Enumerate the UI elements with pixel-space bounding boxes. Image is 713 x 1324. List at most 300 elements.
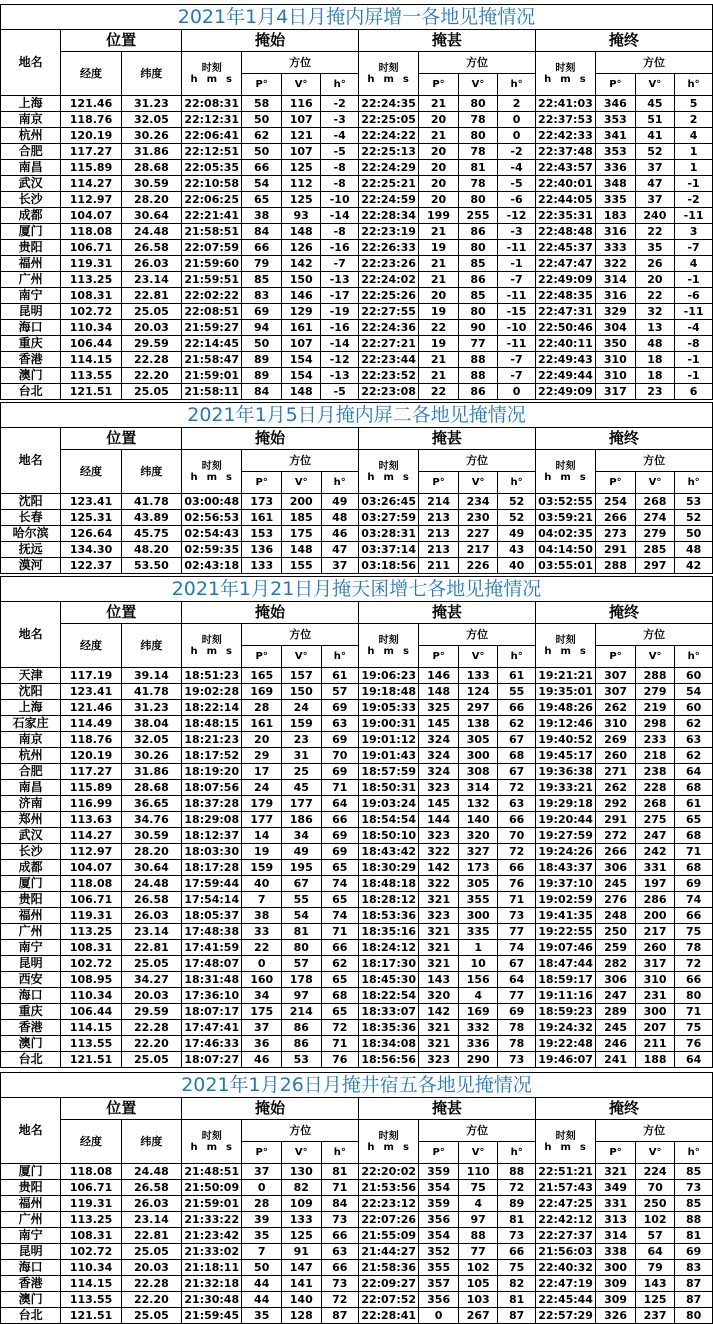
data-cell: 88 [458, 1228, 498, 1244]
data-cell: 63 [321, 1244, 358, 1260]
data-cell: 22.81 [121, 940, 181, 956]
data-cell: 310 [596, 352, 636, 368]
data-cell: 22:20:02 [359, 1164, 419, 1180]
end-header: 掩终 [535, 428, 712, 450]
data-cell: 354 [419, 1228, 459, 1244]
data-cell: 19:07:46 [535, 940, 595, 956]
data-cell: 22:14:45 [182, 336, 242, 352]
data-cell: 141 [281, 1276, 321, 1292]
data-cell: 64 [675, 1052, 713, 1068]
data-cell: 306 [596, 860, 636, 876]
table-row [1, 494, 713, 510]
data-cell: 349 [596, 1180, 636, 1196]
data-cell: -5 [321, 144, 358, 160]
data-cell: 348 [596, 176, 636, 192]
data-cell: 82 [498, 1276, 535, 1292]
data-cell: 18:22:54 [359, 988, 419, 1004]
data-cell: 14 [242, 828, 282, 844]
time-label: 时刻 [555, 1130, 576, 1142]
data-cell: 18 [635, 352, 675, 368]
data-cell: 21:44:27 [359, 1244, 419, 1260]
data-cell: 231 [635, 988, 675, 1004]
angle-header-p: P° [242, 646, 282, 668]
place-header: 地名 [1, 1098, 61, 1164]
data-cell: 153 [242, 526, 282, 542]
direction-header: 方位 [242, 624, 359, 646]
data-cell: 177 [242, 812, 282, 828]
place-name-cell: 昆明 [1, 304, 61, 320]
data-cell: 356 [419, 1212, 459, 1228]
latitude-header: 纬度 [121, 624, 181, 668]
data-cell: 23 [281, 732, 321, 748]
angle-header-h: h° [321, 472, 358, 494]
data-cell: 113.25 [61, 1212, 121, 1228]
data-cell: 114.15 [61, 1020, 121, 1036]
data-cell: 03:26:45 [358, 494, 418, 510]
table-row [1, 144, 713, 160]
data-cell: 118.76 [61, 732, 121, 748]
data-cell: 331 [635, 860, 675, 876]
data-cell: 22:35:31 [535, 208, 595, 224]
header-row-1 [1, 602, 713, 624]
data-cell: 314 [596, 1228, 636, 1244]
data-cell: 121.51 [61, 1052, 121, 1068]
data-cell: 71 [321, 780, 358, 796]
data-cell: 76 [321, 1052, 358, 1068]
table-row [1, 1260, 713, 1276]
data-cell: 28 [242, 1196, 282, 1212]
data-cell: 19:24:26 [535, 844, 595, 860]
table-row [1, 256, 713, 272]
data-cell: 247 [596, 988, 636, 1004]
data-cell: 22:48:48 [535, 224, 595, 240]
data-cell: 22:40:11 [535, 336, 595, 352]
data-cell: 19:22:55 [535, 924, 595, 940]
data-cell: 50 [242, 112, 282, 128]
data-cell: 355 [458, 892, 498, 908]
place-name-cell: 厦门 [1, 224, 61, 240]
table-row [1, 352, 713, 368]
data-cell: 259 [596, 940, 636, 956]
place-name-cell: 杭州 [1, 748, 61, 764]
data-cell: 179 [242, 796, 282, 812]
data-cell: 23.14 [121, 1212, 181, 1228]
place-name-cell: 重庆 [1, 1004, 61, 1020]
data-cell: 35 [242, 1308, 282, 1324]
data-cell: 323 [419, 908, 459, 924]
data-cell: 34.76 [121, 812, 181, 828]
hms-unit-m: m [206, 1141, 219, 1153]
data-cell: -2 [675, 192, 713, 208]
table-row [1, 1164, 713, 1180]
data-cell: 324 [419, 764, 459, 780]
data-cell: 73 [675, 1180, 713, 1196]
data-cell: 116.99 [61, 796, 121, 812]
data-cell: 04:14:50 [535, 542, 595, 558]
data-cell: 18:48:15 [182, 716, 242, 732]
data-cell: 20 [419, 144, 459, 160]
data-cell: 21:55:09 [359, 1228, 419, 1244]
data-cell: 154 [281, 368, 321, 384]
data-cell: 28.68 [121, 780, 181, 796]
data-cell: 87 [675, 1276, 713, 1292]
place-name-cell: 武汉 [1, 828, 61, 844]
data-cell: -12 [498, 208, 535, 224]
data-cell: 262 [596, 700, 636, 716]
data-cell: 65 [321, 860, 358, 876]
data-cell: -19 [321, 304, 358, 320]
data-cell: 113.55 [61, 368, 121, 384]
data-cell: 18:59:23 [535, 1004, 595, 1020]
data-cell: 22:10:58 [182, 176, 242, 192]
place-name-cell: 长沙 [1, 844, 61, 860]
data-cell: 123.41 [61, 494, 121, 510]
max-header: 掩甚 [358, 428, 535, 450]
data-cell: 42 [675, 558, 713, 574]
data-cell: 71 [498, 892, 535, 908]
data-cell: 332 [458, 1020, 498, 1036]
data-cell: 52 [675, 510, 713, 526]
hms-unit-h: h [190, 73, 199, 85]
time-label: 时刻 [201, 62, 222, 74]
place-name-cell: 福州 [1, 256, 61, 272]
data-cell: 161 [281, 320, 321, 336]
data-cell: 108.31 [61, 1228, 121, 1244]
data-cell: 159 [281, 716, 321, 732]
data-cell: 50 [242, 336, 282, 352]
data-cell: 26.58 [121, 892, 181, 908]
data-cell: 41.78 [121, 684, 181, 700]
data-cell: 250 [635, 1196, 675, 1212]
data-cell: 44 [242, 1292, 282, 1308]
data-cell: 268 [635, 796, 675, 812]
data-cell: -11 [498, 240, 535, 256]
angle-header-p: P° [596, 646, 636, 668]
data-cell: 18:12:37 [182, 828, 242, 844]
table-row [1, 924, 713, 940]
data-cell: 341 [596, 128, 636, 144]
data-cell: 43 [498, 542, 535, 558]
table-row [1, 1052, 713, 1068]
data-cell: 173 [242, 494, 282, 510]
data-cell: 66 [675, 908, 713, 924]
data-cell: 25.05 [121, 956, 181, 972]
data-cell: 20 [419, 112, 459, 128]
data-cell: -1 [675, 272, 713, 288]
place-name-cell: 香港 [1, 1020, 61, 1036]
place-name-cell: 长沙 [1, 192, 61, 208]
data-cell: 321 [419, 1036, 459, 1052]
data-cell: 19:20:44 [535, 812, 595, 828]
data-cell: 310 [635, 972, 675, 988]
data-cell: 156 [458, 972, 498, 988]
data-cell: 107 [281, 112, 321, 128]
data-cell: 82 [281, 1180, 321, 1196]
data-cell: 25.05 [121, 304, 181, 320]
data-cell: 19:01:43 [359, 748, 419, 764]
data-cell: 22:07:59 [182, 240, 242, 256]
data-cell: 52 [498, 494, 535, 510]
place-name-cell: 西安 [1, 972, 61, 988]
data-cell: 260 [596, 748, 636, 764]
data-cell: 19:48:26 [535, 700, 595, 716]
place-name-cell: 香港 [1, 352, 61, 368]
data-cell: 305 [458, 732, 498, 748]
data-cell: 19:02:28 [182, 684, 242, 700]
data-cell: 213 [419, 542, 459, 558]
title-row [1, 5, 713, 30]
table-title: 2021年1月5日月掩内屏二各地见掩情况 [1, 403, 713, 428]
data-cell: 30.26 [121, 128, 181, 144]
data-cell: 83 [675, 1260, 713, 1276]
data-cell: 118.08 [61, 1164, 121, 1180]
data-cell: 37 [635, 160, 675, 176]
data-cell: 186 [281, 812, 321, 828]
data-cell: 22:27:55 [358, 304, 418, 320]
data-cell: -10 [498, 320, 535, 336]
data-cell: 22:07:26 [359, 1212, 419, 1228]
hms-units [363, 472, 414, 483]
data-cell: 37 [635, 192, 675, 208]
data-cell: 121.51 [61, 1308, 121, 1324]
data-cell: 57 [321, 684, 358, 700]
data-cell: 21:33:02 [182, 1244, 242, 1260]
data-cell: 119.31 [61, 256, 121, 272]
longitude-header: 经度 [61, 624, 121, 668]
hms-units [540, 472, 591, 483]
data-cell: 40 [498, 558, 535, 574]
angle-header-h: h° [498, 472, 535, 494]
data-cell: 37 [321, 558, 358, 574]
data-cell: 19:46:07 [535, 1052, 595, 1068]
data-cell: 118.08 [61, 224, 121, 240]
data-cell: 0 [242, 1180, 282, 1196]
data-cell: 31.23 [121, 700, 181, 716]
title-row [1, 1073, 713, 1098]
table-row [1, 96, 713, 112]
data-cell: 20 [419, 176, 459, 192]
data-cell: 19 [419, 336, 459, 352]
data-cell: 21:18:11 [182, 1260, 242, 1276]
data-cell: 217 [458, 542, 498, 558]
data-cell: 1 [458, 940, 498, 956]
time-label: 时刻 [201, 1130, 222, 1142]
place-name-cell: 杭州 [1, 128, 61, 144]
table-title: 2021年1月21日月掩天囷增七各地见掩情况 [1, 577, 713, 602]
table-row [1, 160, 713, 176]
data-cell: 22:23:52 [358, 368, 418, 384]
occultation-table [0, 1072, 713, 1324]
data-cell: 22:37:48 [535, 144, 595, 160]
place-name-cell: 长春 [1, 510, 61, 526]
data-cell: 22:28:41 [359, 1308, 419, 1324]
table-row [1, 796, 713, 812]
data-cell: 72 [675, 956, 713, 972]
data-cell: 43.89 [121, 510, 181, 526]
data-cell: 03:18:56 [358, 558, 418, 574]
data-cell: 289 [596, 1004, 636, 1020]
data-cell: 32 [635, 304, 675, 320]
data-cell: 66 [498, 860, 535, 876]
time-header-stack [359, 461, 418, 483]
table-row [1, 828, 713, 844]
data-cell: 66 [242, 240, 282, 256]
data-cell: 83 [242, 288, 282, 304]
data-cell: 148 [281, 384, 321, 400]
time-header-stack [359, 63, 418, 85]
data-cell: 80 [458, 128, 498, 144]
data-cell: -7 [675, 240, 713, 256]
direction-header: 方位 [242, 1120, 359, 1142]
data-cell: 31.86 [121, 764, 181, 780]
data-cell: 40 [242, 876, 282, 892]
table-row [1, 1180, 713, 1196]
data-cell: 64 [321, 796, 358, 812]
data-cell: 20.03 [121, 1260, 181, 1276]
data-cell: 26.03 [121, 1196, 181, 1212]
data-cell: 22:42:12 [535, 1212, 595, 1228]
data-cell: -11 [498, 336, 535, 352]
data-cell: 48 [675, 542, 713, 558]
data-cell: 309 [596, 1292, 636, 1308]
data-cell: 19 [419, 304, 459, 320]
data-cell: 110.34 [61, 320, 121, 336]
data-cell: 18:51:23 [182, 668, 242, 684]
data-cell: 18:48:18 [359, 876, 419, 892]
data-cell: -15 [498, 304, 535, 320]
table-row [1, 1292, 713, 1308]
data-cell: -6 [675, 288, 713, 304]
data-cell: 51 [635, 112, 675, 128]
angle-header-h: h° [321, 646, 358, 668]
data-cell: -14 [321, 208, 358, 224]
data-cell: 91 [281, 1244, 321, 1260]
data-cell: 150 [281, 272, 321, 288]
data-cell: 97 [458, 1212, 498, 1228]
place-name-cell: 广州 [1, 272, 61, 288]
data-cell: 21:59:01 [182, 368, 242, 384]
data-cell: 119.31 [61, 908, 121, 924]
table-row [1, 876, 713, 892]
angle-header-v: V° [635, 472, 675, 494]
data-cell: 69 [675, 876, 713, 892]
data-cell: 25.05 [121, 1052, 181, 1068]
data-cell: 49 [321, 494, 358, 510]
data-cell: 19:11:16 [535, 988, 595, 1004]
data-cell: 325 [419, 700, 459, 716]
data-cell: 72 [498, 780, 535, 796]
data-cell: 87 [498, 1308, 535, 1324]
data-cell: 84 [242, 384, 282, 400]
time-header-stack [536, 461, 595, 483]
end-header: 掩终 [535, 1098, 712, 1120]
data-cell: 78 [498, 1036, 535, 1052]
data-cell: 19:40:52 [535, 732, 595, 748]
data-cell: 282 [596, 956, 636, 972]
data-cell: 22:49:09 [535, 272, 595, 288]
data-cell: 13 [635, 320, 675, 336]
data-cell: 70 [321, 748, 358, 764]
data-cell: 36 [242, 1036, 282, 1052]
data-cell: 217 [635, 924, 675, 940]
angle-header-v: V° [458, 74, 498, 96]
data-cell: 126 [281, 240, 321, 256]
table-row [1, 1212, 713, 1228]
hms-unit-h: h [544, 471, 553, 483]
data-cell: 175 [242, 1004, 282, 1020]
data-cell: -4 [321, 128, 358, 144]
data-cell: 322 [419, 876, 459, 892]
data-cell: 17:46:33 [182, 1036, 242, 1052]
data-cell: 0 [498, 128, 535, 144]
data-cell: 22:49:43 [535, 352, 595, 368]
data-cell: 65 [321, 892, 358, 908]
data-cell: 02:54:43 [182, 526, 242, 542]
data-cell: 300 [458, 748, 498, 764]
data-cell: 354 [419, 1180, 459, 1196]
data-cell: 142 [419, 1004, 459, 1020]
angle-header-v: V° [281, 646, 321, 668]
data-cell: 207 [635, 1020, 675, 1036]
angle-header-v: V° [458, 646, 498, 668]
data-cell: 286 [635, 892, 675, 908]
data-cell: 7 [242, 892, 282, 908]
data-cell: 228 [635, 780, 675, 796]
angle-header-h: h° [675, 74, 713, 96]
data-cell: 145 [419, 716, 459, 732]
data-cell: 87 [675, 1292, 713, 1308]
direction-header: 方位 [596, 1120, 713, 1142]
data-cell: 4 [675, 256, 713, 272]
angle-header-v: V° [458, 472, 498, 494]
data-cell: 238 [635, 764, 675, 780]
angle-header-p: P° [596, 472, 636, 494]
data-cell: 133 [281, 1212, 321, 1228]
data-cell: 148 [419, 684, 459, 700]
data-cell: 19:06:23 [359, 668, 419, 684]
table-row [1, 908, 713, 924]
position-header: 位置 [61, 602, 182, 624]
data-cell: 19:37:10 [535, 876, 595, 892]
data-cell: 69 [675, 1244, 713, 1260]
data-cell: 84 [321, 1196, 358, 1212]
time-header-cell [535, 624, 595, 668]
data-cell: 73 [498, 908, 535, 924]
data-cell: 24.48 [121, 1164, 181, 1180]
angle-header-h: h° [321, 74, 358, 96]
data-cell: 64 [635, 1244, 675, 1260]
data-cell: 63 [675, 732, 713, 748]
data-cell: 224 [635, 1164, 675, 1180]
data-cell: 300 [635, 1004, 675, 1020]
data-cell: 89 [242, 352, 282, 368]
data-cell: 161 [242, 716, 282, 732]
data-cell: 142 [281, 256, 321, 272]
data-cell: 21:50:09 [182, 1180, 242, 1196]
data-cell: 306 [596, 972, 636, 988]
header-row-1 [1, 428, 713, 450]
header-row-2 [1, 624, 713, 646]
data-cell: 118.08 [61, 876, 121, 892]
angle-header-v: V° [635, 1142, 675, 1164]
table-row [1, 780, 713, 796]
place-name-cell: 广州 [1, 1212, 61, 1228]
data-cell: 314 [458, 780, 498, 796]
data-cell: 28.20 [121, 192, 181, 208]
data-cell: 32.05 [121, 732, 181, 748]
table-row [1, 510, 713, 526]
data-cell: 115.89 [61, 160, 121, 176]
